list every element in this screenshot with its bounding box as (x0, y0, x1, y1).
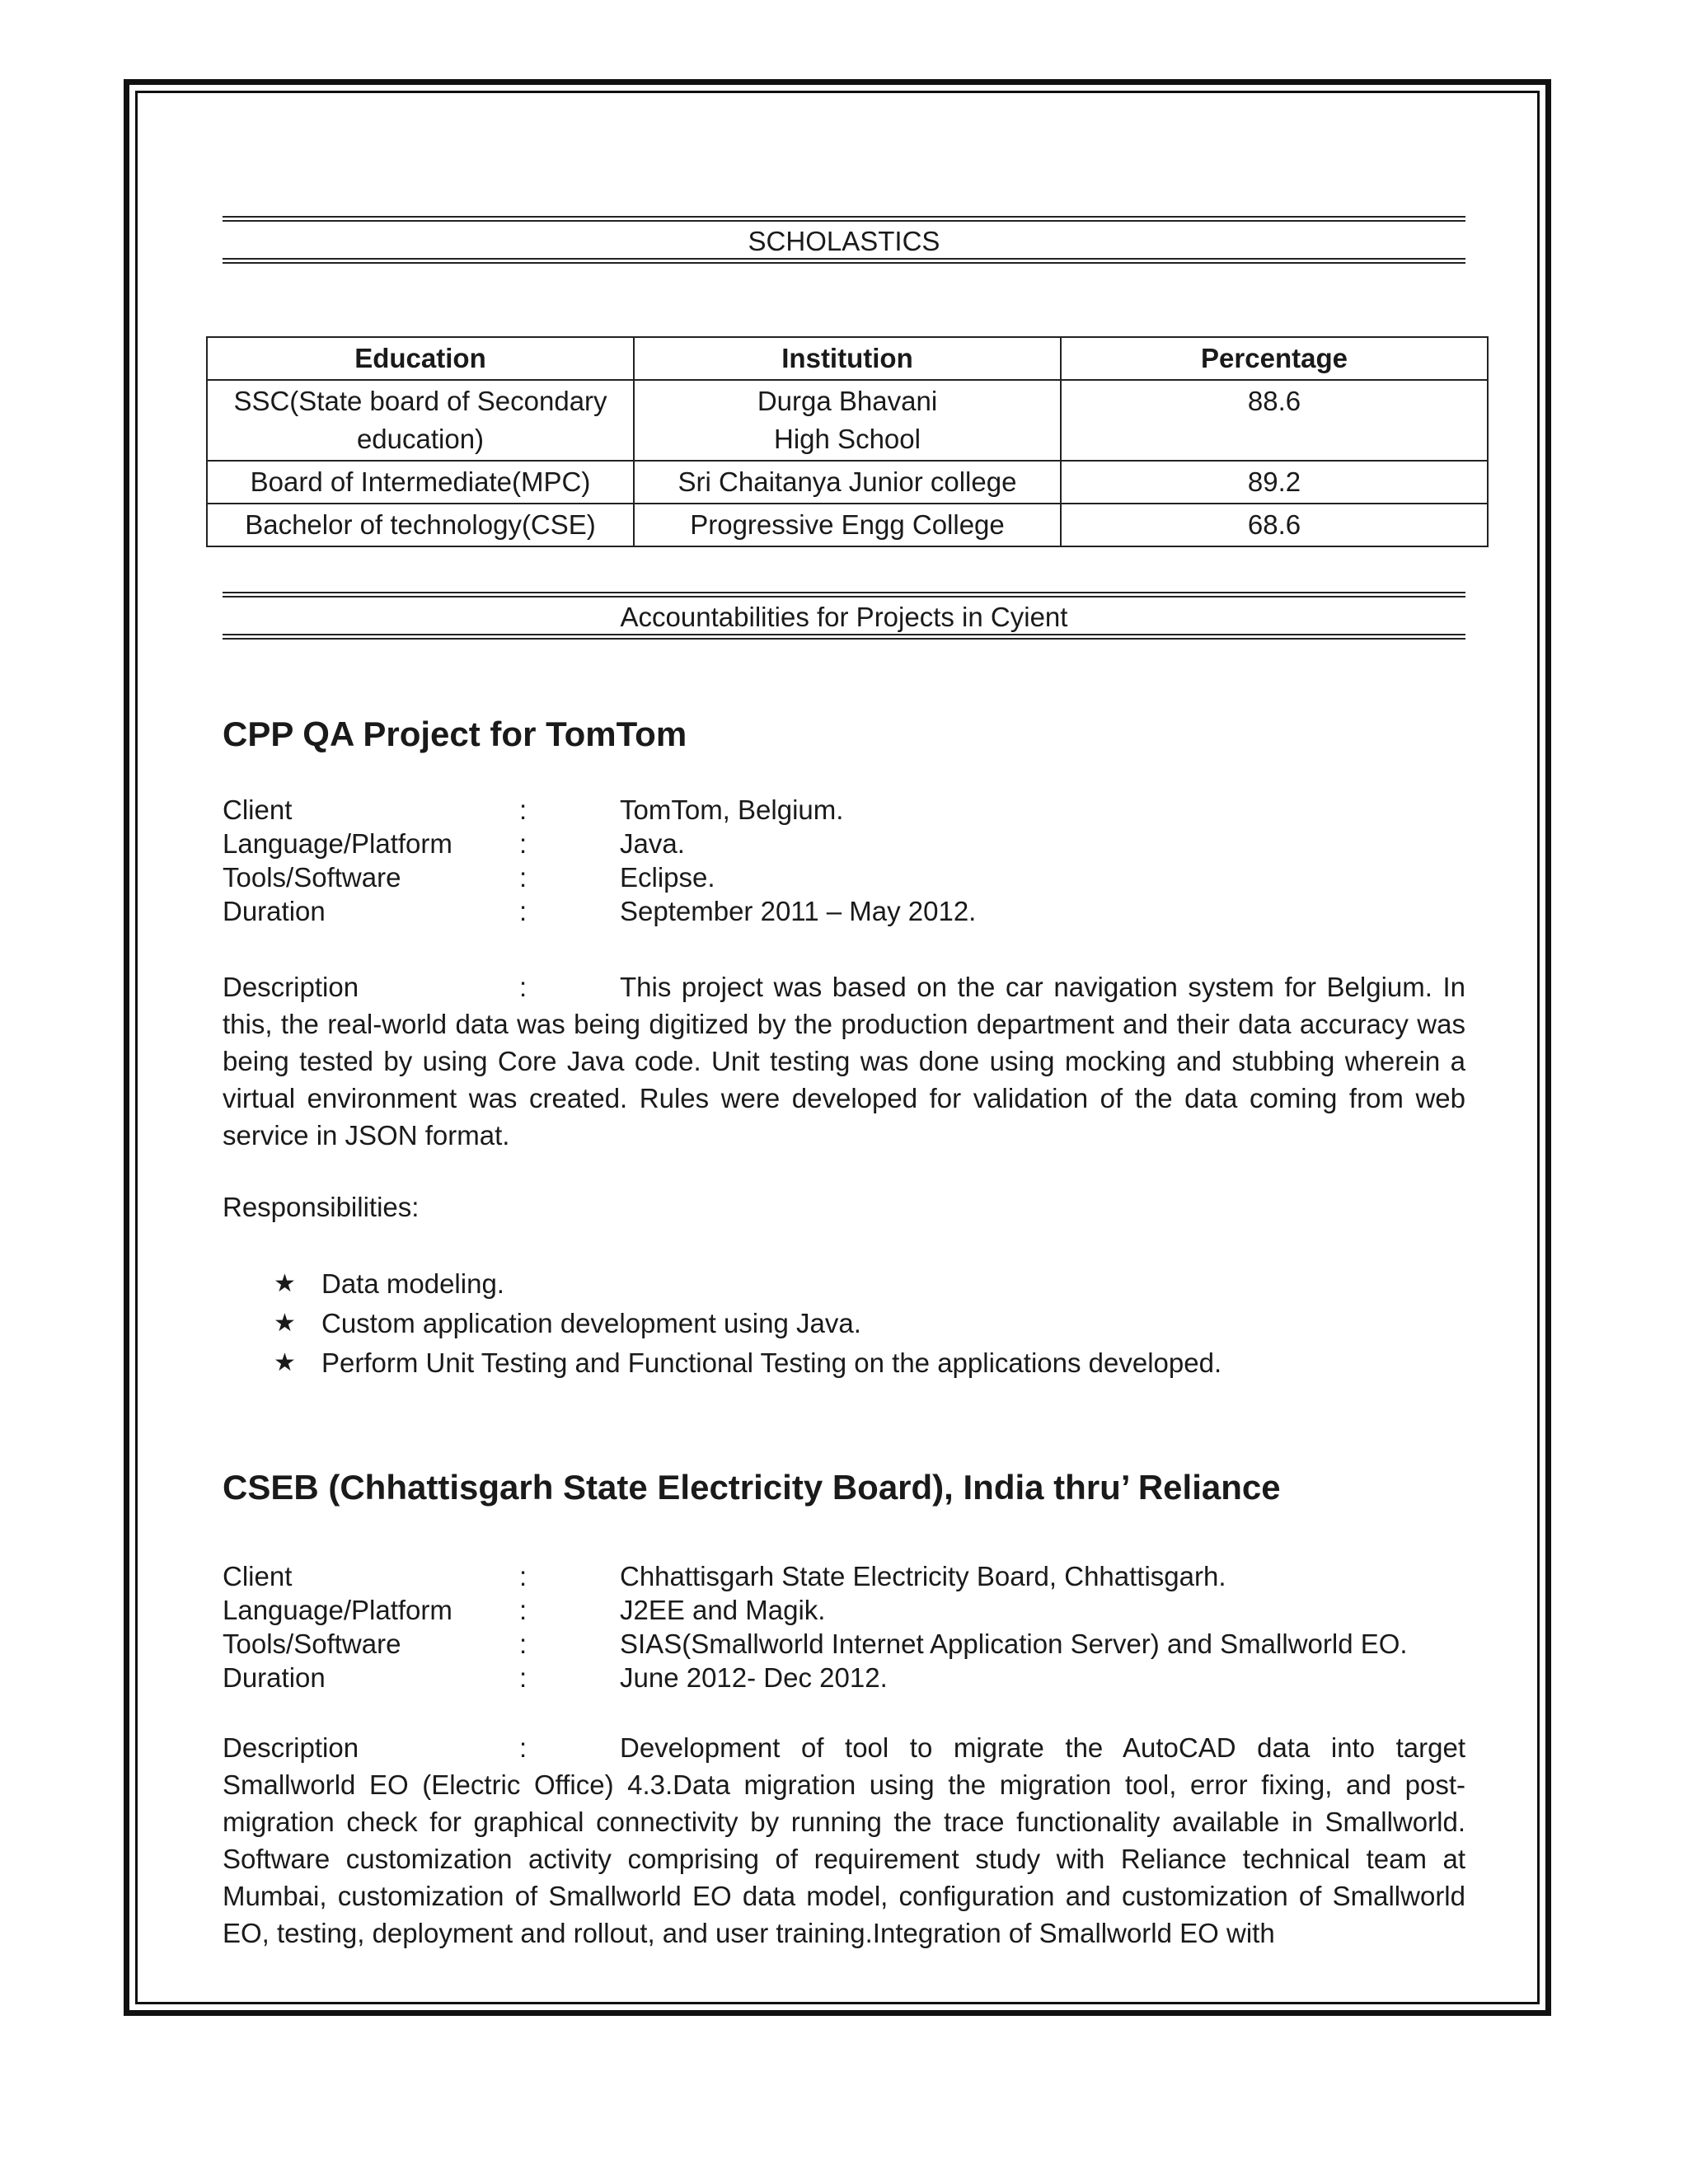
meta-key: Duration (223, 1662, 326, 1693)
meta-separator: : (519, 862, 528, 893)
percentage-cell: 89.2 (1061, 461, 1488, 504)
column-header-percentage: Percentage (1061, 337, 1488, 380)
meta-separator: : (519, 1561, 528, 1591)
table-row (207, 461, 1488, 504)
list-item (274, 1304, 1221, 1343)
project-description (223, 1729, 1465, 1952)
description-separator: : (519, 1732, 528, 1763)
description-separator: : (519, 972, 528, 1002)
meta-value: June 2012- Dec 2012. (620, 1662, 888, 1693)
banner-rule-bottom (223, 258, 1465, 264)
meta-key: Client (223, 1561, 293, 1591)
table-row (207, 380, 1488, 461)
meta-value: J2EE and Magik. (620, 1595, 826, 1625)
star-bullet-icon: ★ (274, 1270, 296, 1297)
meta-value: Chhattisgarh State Electricity Board, Chhattisgarh. (620, 1561, 1226, 1591)
list-item-text: Data modeling. (321, 1268, 504, 1299)
column-header-institution: Institution (634, 337, 1061, 380)
meta-key: Language/Platform (223, 828, 452, 859)
list-item (274, 1343, 1221, 1383)
meta-key: Tools/Software (223, 862, 401, 893)
meta-value: TomTom, Belgium. (620, 794, 844, 825)
meta-row-duration (223, 1661, 1465, 1694)
meta-key: Duration (223, 896, 326, 926)
star-bullet-icon: ★ (274, 1349, 296, 1376)
description-text: This project was based on the car navigation system for Belgium. In this, the real-world data was being digitized by the production department and their data accuracy was being tested by using Core Java code. Unit testing was done using mocking and stubbing wherein a virtual environment was created. Rules were developed for validation of the data coming from web service in JSON format. (223, 972, 1465, 1151)
project-description (223, 968, 1465, 1154)
meta-separator: : (519, 828, 528, 859)
description-text: Development of tool to migrate the AutoCAD data into target Smallworld EO (Electric Office) 4.3.Data migration using the migration tool, error fixing, and post-migration check for graphical connectivity by running the trace functionality available in Smallworld. Software customization activity comprising of requirement study with Reliance technical team at Mumbai, customization of Smallworld EO data model, configuration and customization of Smallworld EO, testing, deployment and rollout, and user training.Integration of Smallworld EO with (223, 1732, 1465, 1948)
scholastics-banner (223, 216, 1465, 264)
list-item-text: Custom application development using Java. (321, 1308, 861, 1338)
meta-row-language (223, 827, 1465, 860)
list-item (274, 1264, 1221, 1304)
meta-separator: : (519, 896, 528, 926)
project-title: CPP QA Project for TomTom (223, 715, 687, 753)
institution-line: Durga Bhavani (757, 386, 938, 416)
list-item-text: Perform Unit Testing and Functional Testing on the applications developed. (321, 1347, 1222, 1378)
project-title: CSEB (Chhattisgarh State Electricity Board), India thru’ Reliance (223, 1468, 1281, 1507)
meta-row-language (223, 1593, 1465, 1627)
responsibilities-label: Responsibilities: (223, 1192, 420, 1222)
institution-cell: Progressive Engg College (634, 504, 1061, 546)
meta-row-client (223, 793, 1465, 827)
meta-row-duration (223, 894, 1465, 928)
project-meta (223, 793, 1465, 928)
meta-separator: : (519, 1662, 528, 1693)
institution-cell: Sri Chaitanya Junior college (634, 461, 1061, 504)
responsibilities-list (274, 1264, 1221, 1383)
scholastics-heading: SCHOLASTICS (748, 226, 940, 256)
accountabilities-heading: Accountabilities for Projects in Cyient (620, 602, 1068, 632)
meta-value: Eclipse. (620, 862, 715, 893)
meta-value: Java. (620, 828, 685, 859)
banner-rule-top (223, 216, 1465, 222)
percentage-cell: 68.6 (1061, 504, 1488, 546)
description-label: Description (223, 972, 359, 1002)
meta-separator: : (519, 1595, 528, 1625)
meta-separator: : (519, 794, 528, 825)
education-cell: Board of Intermediate(MPC) (207, 461, 634, 504)
meta-key: Client (223, 794, 293, 825)
description-label: Description (223, 1732, 359, 1763)
education-cell: Bachelor of technology(CSE) (207, 504, 634, 546)
table-row (207, 504, 1488, 546)
education-cell: SSC(State board of Secondary education) (207, 380, 634, 461)
project-meta (223, 1559, 1465, 1694)
banner-rule-bottom (223, 634, 1465, 640)
institution-line: High School (774, 424, 921, 454)
banner-rule-top (223, 592, 1465, 598)
meta-value: September 2011 – May 2012. (620, 896, 977, 926)
education-table (206, 336, 1489, 547)
meta-row-tools (223, 860, 1465, 894)
meta-key: Language/Platform (223, 1595, 452, 1625)
percentage-cell: 88.6 (1061, 380, 1488, 461)
meta-value: SIAS(Smallworld Internet Application Server) and Smallworld EO. (620, 1629, 1408, 1659)
meta-row-tools (223, 1627, 1465, 1661)
column-header-education: Education (207, 337, 634, 380)
institution-cell (634, 380, 1061, 461)
meta-separator: : (519, 1629, 528, 1659)
table-header-row (207, 337, 1488, 380)
meta-key: Tools/Software (223, 1629, 401, 1659)
accountabilities-banner (223, 592, 1465, 640)
star-bullet-icon: ★ (274, 1310, 296, 1337)
meta-row-client (223, 1559, 1465, 1593)
